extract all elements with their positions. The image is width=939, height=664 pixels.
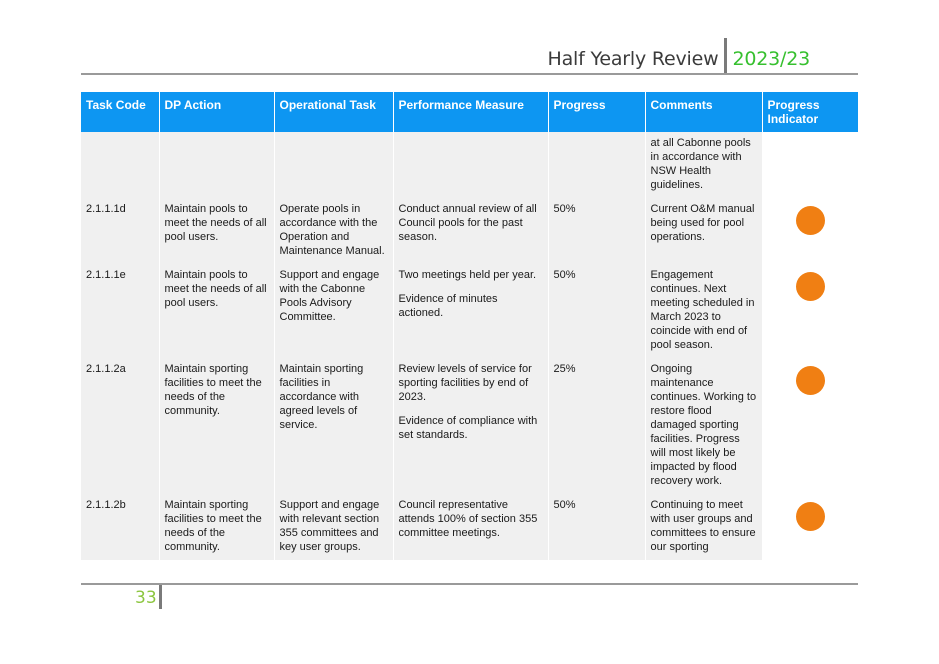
col-header-performance-measure: Performance Measure [393, 92, 548, 132]
cell-progress: 50% [548, 264, 645, 358]
cell-empty [393, 132, 548, 198]
progress-indicator-dot [796, 366, 825, 395]
col-header-comments: Comments [645, 92, 762, 132]
cell-empty [81, 132, 159, 198]
table-row [81, 198, 858, 264]
cell-progress: 25% [548, 358, 645, 494]
col-header-dp-action: DP Action [159, 92, 274, 132]
cell-dp-action: Maintain sporting facilities to meet the needs of the community. [159, 494, 274, 560]
table-row-continued [81, 132, 858, 198]
cell-progress-indicator [762, 494, 858, 560]
cell-dp-action: Maintain pools to meet the needs of all pool users. [159, 198, 274, 264]
header-rule [81, 73, 858, 75]
cell-progress-indicator [762, 264, 858, 358]
cell-comments-continued: at all Cabonne pools in accordance with NSW Health guidelines. [645, 132, 762, 198]
cell-task-code: 2.1.1.1d [81, 198, 159, 264]
cell-operational-task: Support and engage with relevant section 355 committees and key user groups. [274, 494, 393, 560]
cell-task-code: 2.1.1.2a [81, 358, 159, 494]
cell-progress-indicator [762, 198, 858, 264]
performance-measure-line: Review levels of service for sporting facilities by end of 2023. [398, 363, 532, 403]
page-header [81, 38, 858, 74]
progress-indicator-dot [796, 272, 825, 301]
cell-performance-measure [393, 264, 548, 358]
cell-operational-task: Support and engage with the Cabonne Pools Advisory Committee. [274, 264, 393, 358]
table-row [81, 358, 858, 494]
performance-measure-line: Evidence of minutes actioned. [398, 293, 498, 319]
cell-operational-task: Operate pools in accordance with the Operation and Maintenance Manual. [274, 198, 393, 264]
cell-dp-action: Maintain pools to meet the needs of all pool users. [159, 264, 274, 358]
cell-dp-action: Maintain sporting facilities to meet the needs of the community. [159, 358, 274, 494]
cell-comments: Continuing to meet with user groups and committees to ensure our sporting [645, 494, 762, 560]
header-divider [724, 38, 727, 74]
cell-operational-task: Maintain sporting facilities in accordance with agreed levels of service. [274, 358, 393, 494]
page-number: 33 [135, 588, 157, 608]
cell-comments: Current O&M manual being used for pool operations. [645, 198, 762, 264]
progress-indicator-dot [796, 206, 825, 235]
cell-progress: 50% [548, 198, 645, 264]
cell-empty [159, 132, 274, 198]
performance-measure-line: Two meetings held per year. [398, 269, 537, 281]
performance-measure-line: Conduct annual review of all Council pools for the past season. [398, 203, 537, 243]
cell-empty [274, 132, 393, 198]
header-title-group [548, 38, 810, 74]
table-row [81, 264, 858, 358]
cell-performance-measure [393, 494, 548, 560]
cell-performance-measure [393, 198, 548, 264]
col-header-progress: Progress [548, 92, 645, 132]
cell-progress: 50% [548, 494, 645, 560]
table-header-row [81, 92, 858, 132]
cell-comments: Ongoing maintenance continues. Working to restore flood damaged sporting facilities. Progress will most likely be impacted by flood recovery work. [645, 358, 762, 494]
report-year: 2023/23 [732, 48, 810, 70]
col-header-progress-indicator: Progress Indicator [762, 92, 858, 132]
col-header-operational-task: Operational Task [274, 92, 393, 132]
footer-divider [159, 585, 162, 609]
cell-progress-indicator [762, 358, 858, 494]
cell-task-code: 2.1.1.2b [81, 494, 159, 560]
cell-task-code: 2.1.1.1e [81, 264, 159, 358]
report-title: Half Yearly Review [547, 48, 719, 70]
cell-comments: Engagement continues. Next meeting scheduled in March 2023 to coincide with end of pool season. [645, 264, 762, 358]
col-header-task-code: Task Code [81, 92, 159, 132]
footer-rule [81, 583, 858, 585]
cell-empty [548, 132, 645, 198]
table-row [81, 494, 858, 560]
progress-indicator-dot [796, 502, 825, 531]
cell-empty-indicator [762, 132, 858, 198]
cell-performance-measure [393, 358, 548, 494]
performance-measure-line: Council representative attends 100% of section 355 committee meetings. [398, 499, 538, 539]
performance-measure-line: Evidence of compliance with set standards. [398, 415, 538, 441]
task-table [81, 92, 858, 560]
